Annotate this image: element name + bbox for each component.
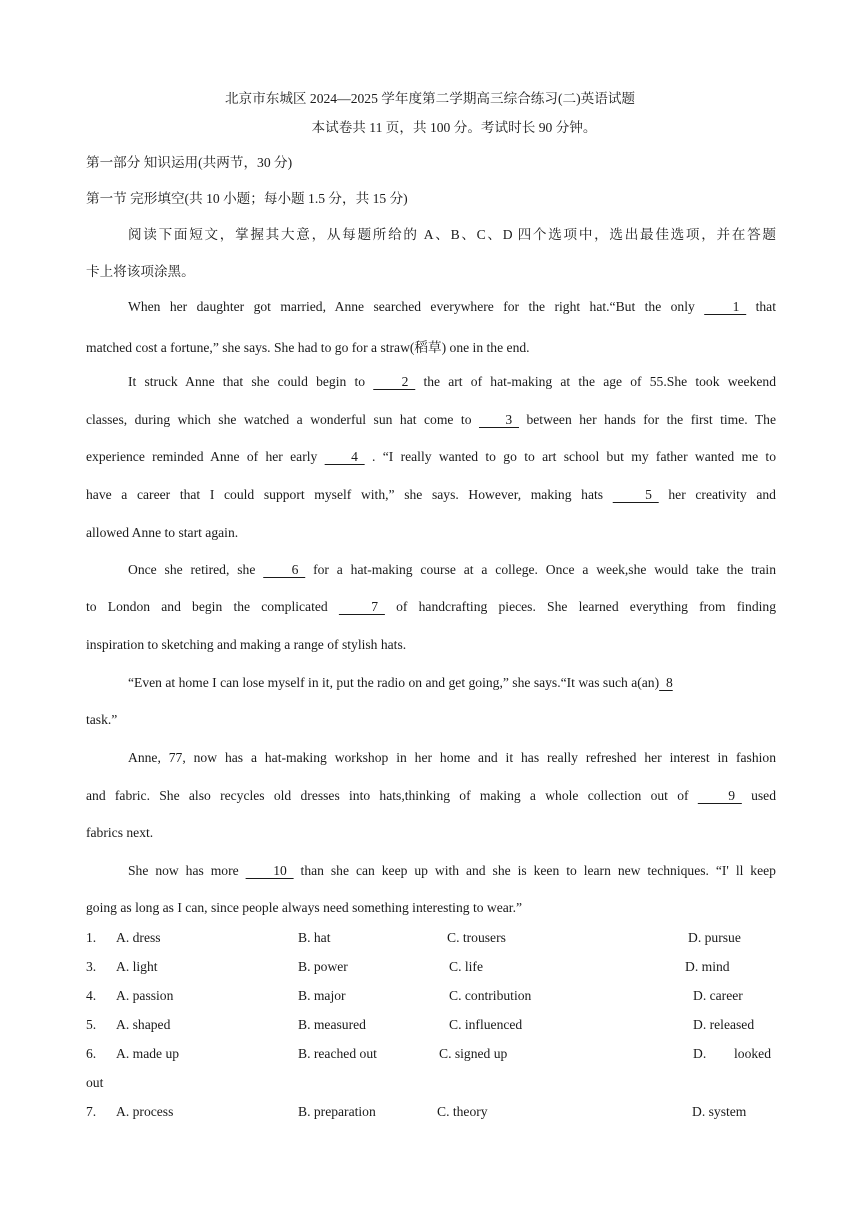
blank-5: 5 xyxy=(612,487,659,502)
option-d: D. pursue xyxy=(688,930,741,945)
option-c: C. contribution xyxy=(449,988,532,1003)
option-d-wrap: out xyxy=(86,1075,104,1090)
passage-line: It struck Anne that she could begin to 2 the art of hat-making at the age of 55.She took weekend xyxy=(128,374,777,389)
blank-7: 7 xyxy=(338,599,385,614)
question-number: 6. xyxy=(86,1046,97,1061)
option-d: D. system xyxy=(692,1104,747,1119)
passage-line: task.” xyxy=(86,712,118,727)
passage-line: matched cost a fortune,” she says. She had to go for a straw(稻草) one in the end. xyxy=(86,340,530,355)
option-b: B. reached out xyxy=(298,1046,377,1061)
option-c: C. trousers xyxy=(447,930,506,945)
question-number: 3. xyxy=(86,959,97,974)
option-c: C. theory xyxy=(437,1104,488,1119)
question-number: 5. xyxy=(86,1017,97,1032)
part-heading: 第一部分 知识运用(共两节，30 分) xyxy=(86,155,293,170)
option-b: B. hat xyxy=(298,930,331,945)
blank-4: 4 xyxy=(324,449,365,464)
option-b: B. preparation xyxy=(298,1104,376,1119)
question-number: 4. xyxy=(86,988,97,1003)
blank-8: 8 xyxy=(659,675,673,690)
blank-9: 9 xyxy=(697,788,742,803)
subsection-heading: 第一节 完形填空(共 10 小题；每小题 1.5 分，共 15 分) xyxy=(86,191,408,206)
option-c: C. influenced xyxy=(449,1017,523,1032)
option-b: B. measured xyxy=(298,1017,366,1032)
option-d-prefix: D. xyxy=(693,1046,707,1061)
passage-line: classes, during which she watched a wonderful sun hat come to 3 between her hands for the first time. The xyxy=(86,412,777,427)
blank-2: 2 xyxy=(373,374,416,389)
question-number: 7. xyxy=(86,1104,97,1119)
passage-line: “Even at home I can lose myself in it, put the radio on and get going,” she says.“It was such a(an) 8 xyxy=(128,675,685,691)
blank-10: 10 xyxy=(245,863,294,878)
passage-line: Anne, 77, now has a hat-making workshop in her home and it has really refreshed her interest in fashion xyxy=(128,750,776,765)
passage-line: When her daughter got married, Anne searched everywhere for the right hat.“But the only 1 that xyxy=(128,299,776,314)
blank-6: 6 xyxy=(263,562,306,577)
option-a: A. made up xyxy=(116,1046,180,1061)
option-d-word: looked xyxy=(734,1046,771,1061)
option-d: D. career xyxy=(693,988,743,1003)
option-d: D. released xyxy=(693,1017,755,1032)
option-b: B. major xyxy=(298,988,346,1003)
option-c: C. life xyxy=(449,959,483,974)
question-number: 1. xyxy=(86,930,97,945)
passage-line: fabrics next. xyxy=(86,825,154,840)
passage-line: and fabric. She also recycles old dresses into hats,thinking of making a whole collection out of 9 used xyxy=(86,788,776,803)
option-a: A. shaped xyxy=(116,1017,171,1032)
instruction-line-2: 卡上将该项涂黑。 xyxy=(86,264,195,279)
exam-title: 北京市东城区 2024—2025 学年度第二学期高三综合练习(二)英语试题 xyxy=(224,91,636,106)
instruction-line-1: 阅读下面短文，掌握其大意，从每题所给的 A、B、C、D 四个选项中，选出最佳选项，并在答题 xyxy=(128,227,776,242)
option-a: A. light xyxy=(116,959,158,974)
passage-line: allowed Anne to start again. xyxy=(86,525,239,540)
passage-line: experience reminded Anne of her early 4 . “I really wanted to go to art school but my father wanted me to xyxy=(86,449,777,464)
option-d: D. mind xyxy=(685,959,730,974)
passage-line: She now has more 10 than she can keep up with and she is keen to learn new techniques. “I' ll keep xyxy=(128,863,776,878)
exam-subtitle: 本试卷共 11 页，共 100 分。考试时长 90 分钟。 xyxy=(311,120,597,135)
option-a: A. dress xyxy=(116,930,161,945)
option-b: B. power xyxy=(298,959,348,974)
blank-1: 1 xyxy=(704,299,747,314)
passage-line: inspiration to sketching and making a range of stylish hats. xyxy=(86,637,407,652)
passage-line: going as long as I can, since people always need something interesting to wear.” xyxy=(86,900,523,915)
passage-line: Once she retired, she 6 for a hat-making course at a college. Once a week,she would take the train xyxy=(128,562,776,577)
option-c: C. signed up xyxy=(439,1046,508,1061)
passage-line: to London and begin the complicated 7 of handcrafting pieces. She learned everything from finding xyxy=(86,599,777,614)
option-a: A. process xyxy=(116,1104,174,1119)
blank-3: 3 xyxy=(478,412,519,427)
passage-line: have a career that I could support myself with,” she says. However, making hats 5 her creativity and xyxy=(86,487,776,502)
option-a: A. passion xyxy=(116,988,174,1003)
